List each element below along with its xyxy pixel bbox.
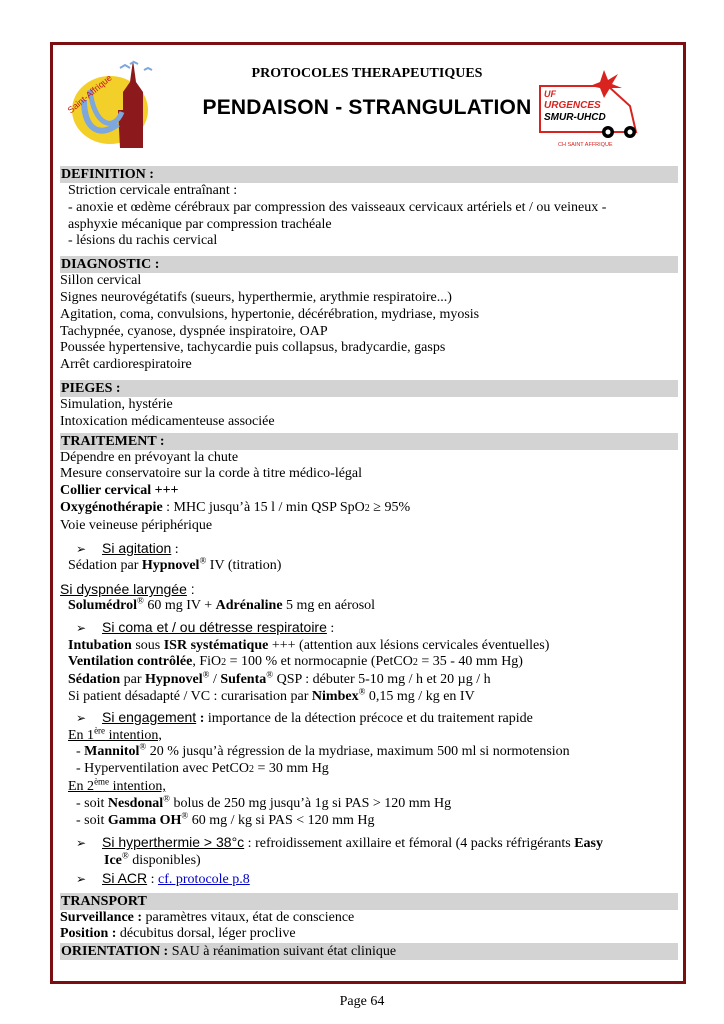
section-heading-diagnostic: DIAGNOSTIC : — [60, 256, 678, 273]
section-heading-traitement: TRAITEMENT : — [60, 433, 678, 450]
page-title: PENDAISON - STRANGULATION — [202, 96, 532, 119]
pieges-line: Intoxication médicamenteuse associée — [60, 413, 275, 429]
diagnostic-line: Signes neurovégétatifs (sueurs, hyperthermie, arythmie respiratoire...) — [60, 289, 452, 305]
traitement-line: Voie veineuse périphérique — [60, 517, 213, 533]
diagnostic-line: Tachypnée, cyanose, dyspnée inspiratoire, OAP — [60, 323, 328, 339]
second-intention-label: En 2ème intention, — [68, 776, 166, 794]
protocol-content — [60, 166, 678, 960]
section-heading-definition: DEFINITION : — [60, 166, 678, 183]
arrow-bullet-icon: ➢ — [76, 710, 87, 725]
bullet-coma: ➢ Si coma et / ou détresse respiratoire : — [76, 618, 335, 636]
gamma-oh-line: - soit Gamma OH® 60 mg / kg si PAS < 120 mm Hg — [76, 809, 375, 828]
svg-text:CH SAINT AFFRIQUE: CH SAINT AFFRIQUE — [558, 142, 613, 148]
curarisation-line: Si patient désadapté / VC : curarisation par Nimbex® 0,15 mg / kg en IV — [68, 686, 475, 704]
surveillance-line: Surveillance : paramètres vitaux, état de conscience — [60, 909, 355, 925]
svg-text:UF: UF — [544, 89, 556, 99]
arrow-bullet-icon: ➢ — [76, 541, 87, 556]
ventilation-line: Ventilation contrôlée, FiO2 = 100 % et normocapnie (PetCO2 = 35 - 40 mm Hg) — [68, 654, 523, 670]
diagnostic-line: Poussée hypertensive, tachycardie puis collapsus, bradycardie, gasps — [60, 340, 446, 356]
definition-line: - anoxie et œdème cérébraux par compression des vaisseaux cervicaux artériels et / ou veineux - — [68, 199, 607, 215]
bullet-engagement: ➢ Si engagement : importance de la détection précoce et du traitement rapide — [76, 708, 533, 726]
arrow-bullet-icon: ➢ — [76, 620, 87, 635]
hospital-logo — [60, 52, 172, 154]
svg-text:URGENCES: URGENCES — [544, 100, 601, 111]
section-orientation: ORIENTATION : SAU à réanimation suivant état clinique — [60, 943, 678, 960]
agitation-detail: Sédation par Hypnovel® IV (titration) — [68, 555, 282, 574]
sedation-line: Sédation par Hypnovel® / Sufenta® QSP : débuter 5-10 mg / h et 20 µg / h — [68, 669, 491, 688]
position-line: Position : décubitus dorsal, léger proclive — [60, 926, 296, 942]
intubation-line: Intubation sous ISR systématique +++ (attention aux lésions cervicales éventuelles) — [68, 637, 550, 653]
diagnostic-line: Agitation, coma, convulsions, hypertonie, décérébration, mydriase, myosis — [60, 306, 480, 322]
bullet-agitation: ➢ Si agitation : — [76, 539, 179, 557]
traitement-line: Mesure conservatoire sur la corde à titre médico-légal — [60, 466, 363, 482]
page-number: Page 64 — [339, 994, 385, 1009]
pieges-line: Simulation, hystérie — [60, 396, 173, 412]
urgences-smur-logo — [538, 66, 640, 150]
arrow-bullet-icon: ➢ — [76, 836, 87, 851]
mannitol-line: - Mannitol® 20 % jusqu’à régression de la mydriase, maximum 500 ml si normotension — [76, 741, 570, 760]
svg-text:Saint-Affrique: Saint-Affrique — [65, 72, 114, 116]
dyspnee-detail: Solumédrol® 60 mg IV + Adrénaline 5 mg en aérosol — [68, 595, 376, 613]
svg-text:SMUR-UHCD: SMUR-UHCD — [544, 112, 606, 123]
bullet-hyperthermie: ➢ Si hyperthermie > 38°c : refroidissement axillaire et fémoral (4 packs réfrigérants Easy — [76, 834, 603, 852]
diagnostic-line: Sillon cervical — [60, 273, 142, 289]
definition-line: Striction cervicale entraînant : — [68, 183, 238, 198]
arrow-bullet-icon: ➢ — [76, 871, 87, 886]
oxygenotherapie-line: Oxygénothérapie : MHC jusqu’à 15 l / min QSP SpO2 ≥ 95% — [60, 499, 411, 515]
first-intention-label: En 1ère intention, — [68, 724, 162, 743]
traitement-line: Dépendre en prévoyant la chute — [60, 449, 239, 465]
dyspnee-heading: Si dyspnée laryngée : — [60, 581, 195, 598]
bullet-acr: ➢ Si ACR : cf. protocole p.8 — [76, 869, 250, 887]
definition-line: - lésions du rachis cervical — [68, 233, 218, 249]
definition-line: asphyxie mécanique par compression trachéale — [68, 216, 332, 232]
section-heading-transport: TRANSPORT — [60, 893, 678, 910]
hyperventilation-line: - Hyperventilation avec PetCO2 = 30 mm Hg — [76, 761, 329, 777]
diagnostic-line: Arrêt cardiorespiratoire — [60, 357, 192, 373]
nesdonal-line: - soit Nesdonal® bolus de 250 mg jusqu’à 1g si PAS > 120 mm Hg — [76, 793, 452, 811]
document-category: PROTOCOLES THERAPEUTIQUES — [251, 66, 483, 81]
acr-protocol-link[interactable]: cf. protocole p.8 — [158, 871, 250, 887]
section-heading-pieges: PIEGES : — [60, 380, 678, 397]
hyperthermie-continued: Ice® disponibles) — [104, 850, 201, 869]
collier-cervical: Collier cervical +++ — [60, 483, 179, 499]
